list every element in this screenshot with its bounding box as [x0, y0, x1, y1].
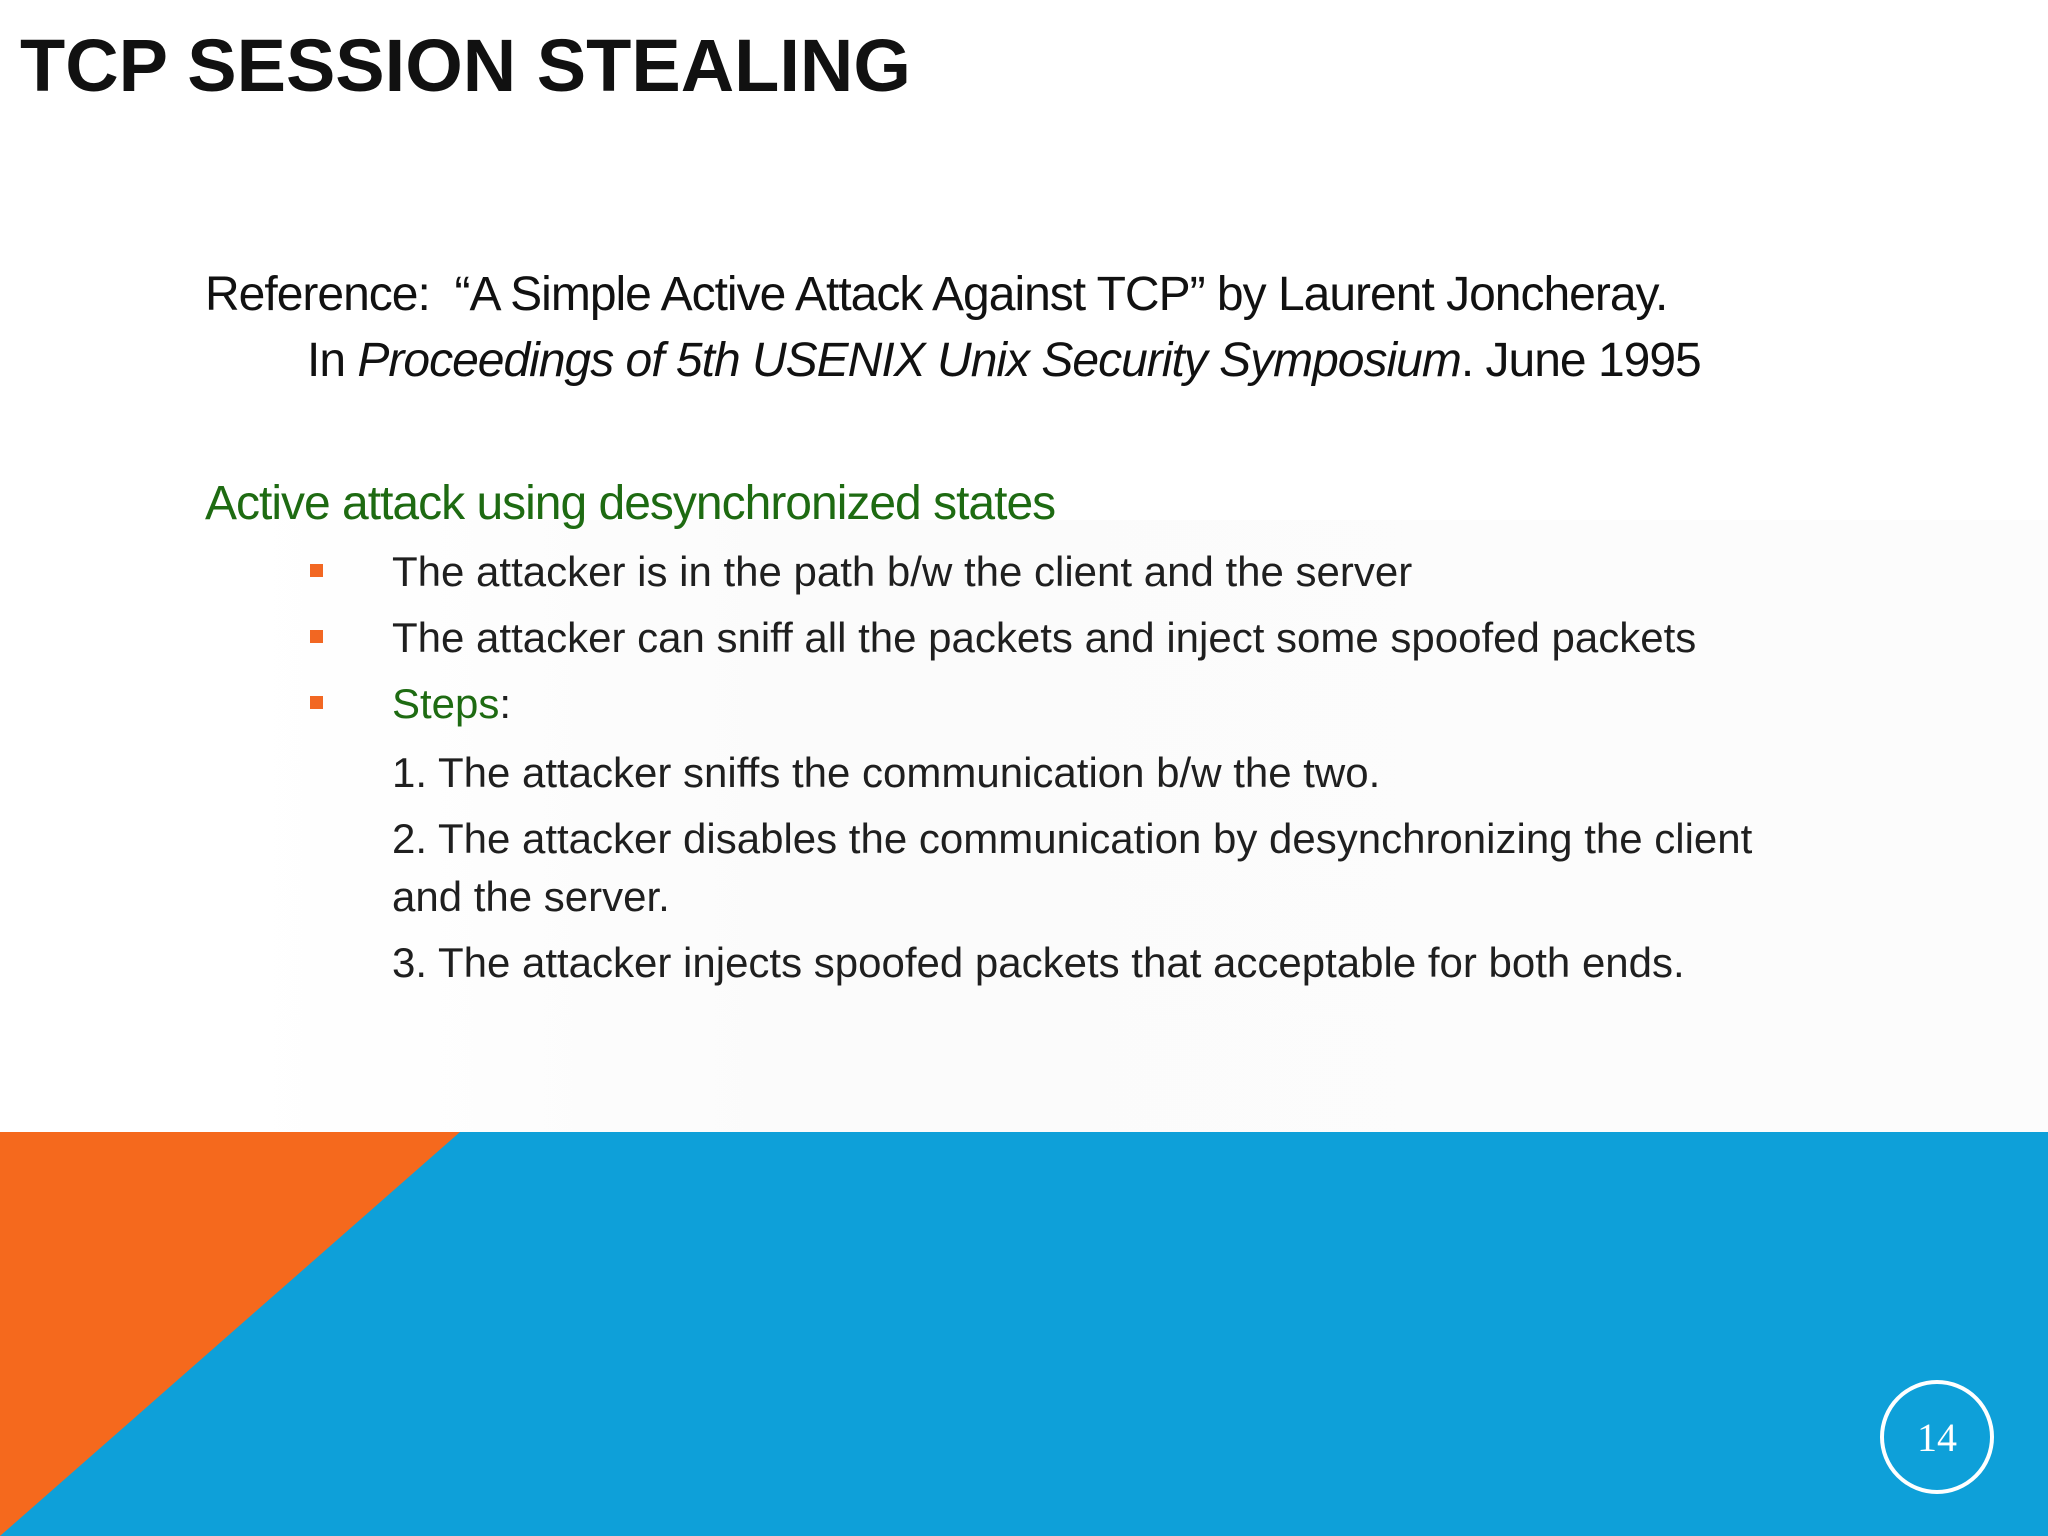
- reference-proceedings: Proceedings of 5th USENIX Unix Security Symposium: [357, 334, 1461, 387]
- footer-orange-triangle: [0, 1132, 460, 1536]
- section-heading: Active attack using desynchronized states: [205, 477, 1056, 530]
- step-item: 1. The attacker sniffs the communication b/w the two.: [392, 749, 1381, 796]
- square-bullet-icon: [310, 696, 323, 709]
- slide-title: TCP SESSION STEALING: [20, 24, 911, 107]
- steps-list: [392, 744, 1792, 1000]
- bullet-item: [310, 546, 1870, 612]
- square-bullet-icon: [310, 630, 323, 643]
- reference-citation: [205, 262, 1701, 394]
- bullet-item-steps: [310, 678, 1870, 744]
- bullet-text: The attacker can sniff all the packets and inject some spoofed packets: [392, 614, 1697, 661]
- reference-in-prefix: In: [307, 334, 358, 387]
- steps-label: Steps: [392, 680, 500, 727]
- steps-heading: [392, 678, 511, 730]
- step-item: 3. The attacker injects spoofed packets that acceptable for both ends.: [392, 939, 1685, 986]
- reference-quote: “A Simple Active Attack Against TCP” by Laurent Joncheray.: [454, 268, 1668, 321]
- square-bullet-icon: [310, 564, 323, 577]
- bullet-item: [310, 612, 1870, 678]
- bullet-text: The attacker is in the path b/w the client and the server: [392, 548, 1413, 595]
- reference-source: [205, 328, 1701, 394]
- steps-colon: :: [499, 680, 512, 727]
- page-number-badge: 14: [1880, 1380, 1994, 1494]
- bullet-list: [310, 546, 1870, 744]
- reference-date: . June 1995: [1460, 334, 1701, 387]
- step-item: 2. The attacker disables the communication by desynchronizing the client and the server.: [392, 815, 1753, 920]
- reference-label: Reference:: [205, 268, 430, 321]
